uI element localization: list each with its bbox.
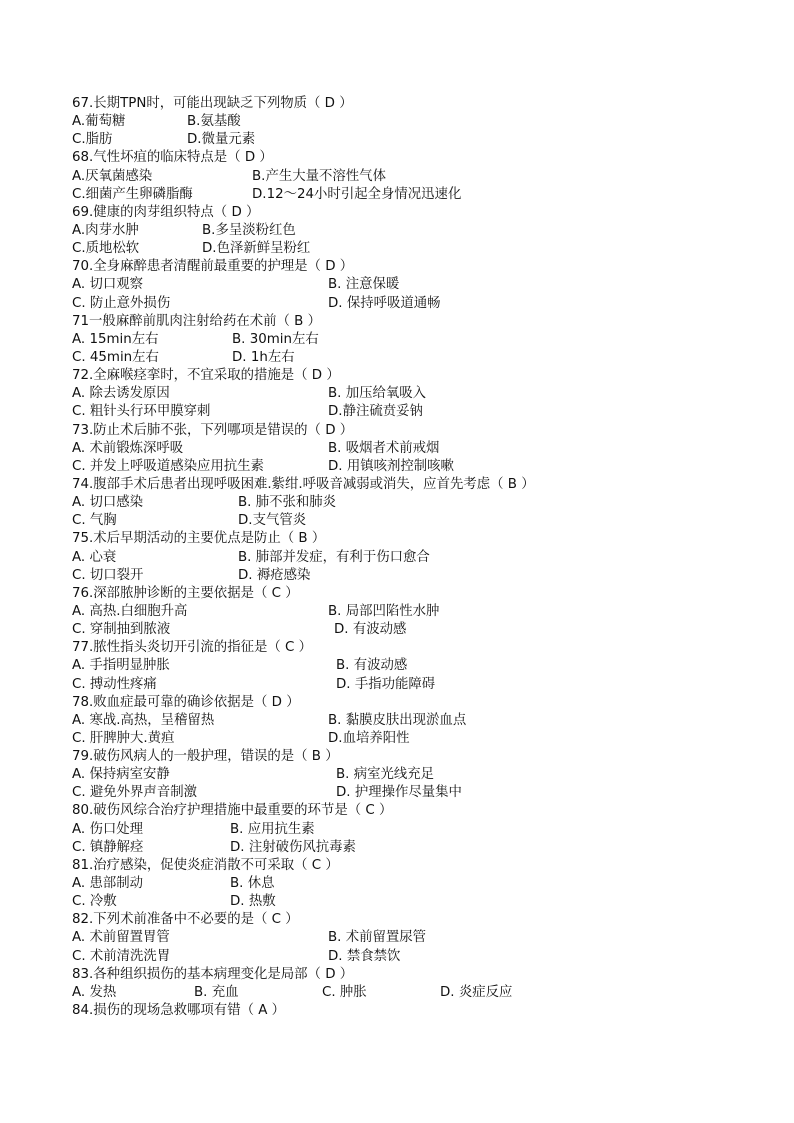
- option-row: [72, 240, 732, 258]
- answer-option: D.12～24小时引起全身情况迅速化: [252, 186, 462, 202]
- question-stem: 80.破伤风综合治疗护理措施中最重要的环节是（ C ）: [72, 803, 393, 819]
- answer-option: C. 穿制抽到脓液: [72, 622, 171, 638]
- answer-option: B. 注意保暖: [328, 277, 400, 293]
- answer-option: C. 肝脾肿大.黄疸: [72, 730, 175, 746]
- answer-option: A. 术前留置胃管: [72, 930, 170, 946]
- answer-option: D. 用镇咳剂控制咳嗽: [328, 458, 454, 474]
- answer-option: B. 黏膜皮肤出现淤血点: [328, 712, 467, 728]
- question-stem: 67.长期TPN时，可能出现缺乏下列物质（ D ）: [72, 96, 353, 111]
- option-row: [72, 458, 732, 476]
- answer-option: B. 30min左右: [232, 331, 319, 347]
- answer-option: C.质地松软: [72, 241, 140, 257]
- question-stem: 73.防止术后肺不张，下列哪项是错误的（ D ）: [72, 422, 354, 438]
- option-row: [72, 603, 732, 621]
- answer-option: B. 休息: [230, 876, 275, 892]
- option-row: [72, 948, 732, 966]
- answer-option: A. 术前锻炼深呼吸: [72, 440, 184, 456]
- answer-option: C. 45min左右: [72, 349, 159, 365]
- option-row: [72, 494, 732, 512]
- option-row: [72, 839, 732, 857]
- answer-option: B. 应用抗生素: [230, 821, 315, 837]
- option-row: [72, 295, 732, 313]
- answer-option: A. 寒战.高热，呈稽留热: [72, 712, 215, 728]
- answer-option: C. 搏动性疼痛: [72, 676, 157, 692]
- question-stem: 77.脓性指头炎切开引流的指征是（ C ）: [72, 640, 313, 656]
- answer-option: D.支气管炎: [238, 513, 307, 529]
- answer-option: B. 局部凹陷性水肿: [328, 603, 440, 619]
- answer-option: C. 避免外界声音制激: [72, 785, 197, 801]
- answer-option: B. 有波动感: [336, 658, 408, 674]
- question-stem: 83.各种组织损伤的基本病理变化是局部（ D ）: [72, 966, 354, 982]
- answer-option: B. 肺部并发症，有利于伤口愈合: [238, 549, 430, 565]
- answer-option: D.静注硫贲妥钠: [328, 404, 423, 420]
- answer-option: C. 气胸: [72, 513, 117, 529]
- answer-option: C.细菌产生卵磷脂酶: [72, 186, 193, 202]
- question-stem: 79.破伤风病人的一般护理，错误的是（ B ）: [72, 749, 339, 765]
- answer-option: D. 注射破伤风抗毒素: [230, 839, 356, 855]
- answer-option: A. 发热: [72, 984, 117, 1000]
- answer-option: D. 禁食禁饮: [328, 948, 401, 964]
- answer-option: D. 1h左右: [232, 349, 295, 365]
- option-row: [72, 222, 732, 240]
- answer-option: B. 术前留置尿管: [328, 930, 427, 946]
- answer-option: A. 15min左右: [72, 331, 159, 347]
- option-row: [72, 621, 732, 639]
- question-stem: 69.健康的肉芽组织特点（ D ）: [72, 204, 260, 220]
- answer-option: B.多呈淡粉红色: [202, 222, 296, 238]
- option-row: [72, 676, 732, 694]
- option-row: [72, 385, 732, 403]
- option-row: [72, 784, 732, 802]
- answer-option: D. 手指功能障碍: [336, 676, 436, 692]
- answer-option: A. 切口感染: [72, 495, 143, 511]
- question-list: [72, 95, 732, 1020]
- answer-option: B.产生大量不溶性气体: [252, 168, 386, 184]
- answer-option: B. 充血: [194, 984, 239, 1000]
- option-row: [72, 712, 732, 730]
- option-row: [72, 331, 732, 349]
- answer-option: D. 保持呼吸道通畅: [328, 295, 441, 311]
- answer-option: C. 术前清洗洗胃: [72, 948, 171, 964]
- answer-option: D.微量元素: [187, 132, 256, 148]
- option-row: [72, 984, 732, 1002]
- answer-option: C. 并发上呼吸道感染应用抗生素: [72, 458, 264, 474]
- option-row: [72, 168, 732, 186]
- answer-option: C. 切口裂开: [72, 567, 144, 583]
- option-row: [72, 113, 732, 131]
- answer-option: D. 炎症反应: [440, 984, 513, 1000]
- answer-option: A.厌氧菌感染: [72, 168, 153, 184]
- option-row: [72, 131, 732, 149]
- answer-option: A. 高热.白细胞升高: [72, 603, 188, 619]
- question-stem: 68.气性坏疽的临床特点是（ D ）: [72, 150, 273, 166]
- option-row: [72, 766, 732, 784]
- answer-option: B. 病室光线充足: [336, 767, 435, 783]
- answer-option: A. 手指明显肿胀: [72, 658, 170, 674]
- option-row: [72, 549, 732, 567]
- option-row: [72, 875, 732, 893]
- answer-option: D. 护理操作尽量集中: [336, 785, 462, 801]
- question-stem: 72.全麻喉痉挛时，不宜采取的措施是（ D ）: [72, 368, 340, 384]
- answer-option: B.氨基酸: [187, 114, 241, 130]
- answer-option: A. 心衰: [72, 549, 117, 565]
- answer-option: C. 防止意外损伤: [72, 295, 171, 311]
- option-row: [72, 929, 732, 947]
- question-stem: 78.败血症最可靠的确诊依据是（ D ）: [72, 694, 300, 710]
- option-row: [72, 186, 732, 204]
- question-stem: 74.腹部手术后患者出现呼吸困难.紫绀.呼吸音减弱或消失，应首先考虑（ B ）: [72, 476, 535, 492]
- question-stem: 81.治疗感染，促使炎症消散不可采取（ C ）: [72, 857, 339, 873]
- option-row: [72, 730, 732, 748]
- answer-option: C. 冷敷: [72, 894, 117, 910]
- answer-option: D.色泽新鲜呈粉红: [202, 241, 311, 257]
- answer-option: D.血培养阳性: [328, 730, 410, 746]
- option-row: [72, 657, 732, 675]
- question-stem: 76.深部脓肿诊断的主要依据是（ C ）: [72, 585, 299, 601]
- option-row: [72, 893, 732, 911]
- option-row: [72, 821, 732, 839]
- answer-option: B. 加压给氧吸入: [328, 386, 427, 402]
- answer-option: C. 肿胀: [322, 984, 367, 1000]
- answer-option: B. 肺不张和肺炎: [238, 495, 337, 511]
- option-row: [72, 440, 732, 458]
- option-row: [72, 567, 732, 585]
- answer-option: D. 有波动感: [334, 622, 407, 638]
- question-stem: 75.术后早期活动的主要优点是防止（ B ）: [72, 531, 326, 547]
- answer-option: A. 切口观察: [72, 277, 143, 293]
- answer-option: A. 患部制动: [72, 876, 143, 892]
- option-row: [72, 403, 732, 421]
- answer-option: A.肉芽水肿: [72, 222, 139, 238]
- question-stem: 82.下列术前准备中不必要的是（ C ）: [72, 912, 299, 928]
- option-row: [72, 512, 732, 530]
- answer-option: C.脂肪: [72, 132, 113, 148]
- answer-option: C. 镇静解痉: [72, 839, 144, 855]
- question-stem: 84.损伤的现场急救哪项有错（ A ）: [72, 1003, 286, 1019]
- option-row: [72, 276, 732, 294]
- answer-option: C. 粗针头行环甲膜穿刺: [72, 404, 211, 420]
- answer-option: A. 除去诱发原因: [72, 386, 170, 402]
- answer-option: D. 褥疮感染: [238, 567, 311, 583]
- answer-option: A. 伤口处理: [72, 821, 143, 837]
- question-stem: 70.全身麻醉患者清醒前最重要的护理是（ D ）: [72, 259, 354, 275]
- option-row: [72, 349, 732, 367]
- answer-option: B. 吸烟者术前戒烟: [328, 440, 440, 456]
- question-stem: 71一般麻醉前肌肉注射给药在术前（ B ）: [72, 313, 321, 329]
- answer-option: D. 热敷: [230, 894, 276, 910]
- answer-option: A. 保持病室安静: [72, 767, 170, 783]
- answer-option: A.葡萄糖: [72, 114, 126, 130]
